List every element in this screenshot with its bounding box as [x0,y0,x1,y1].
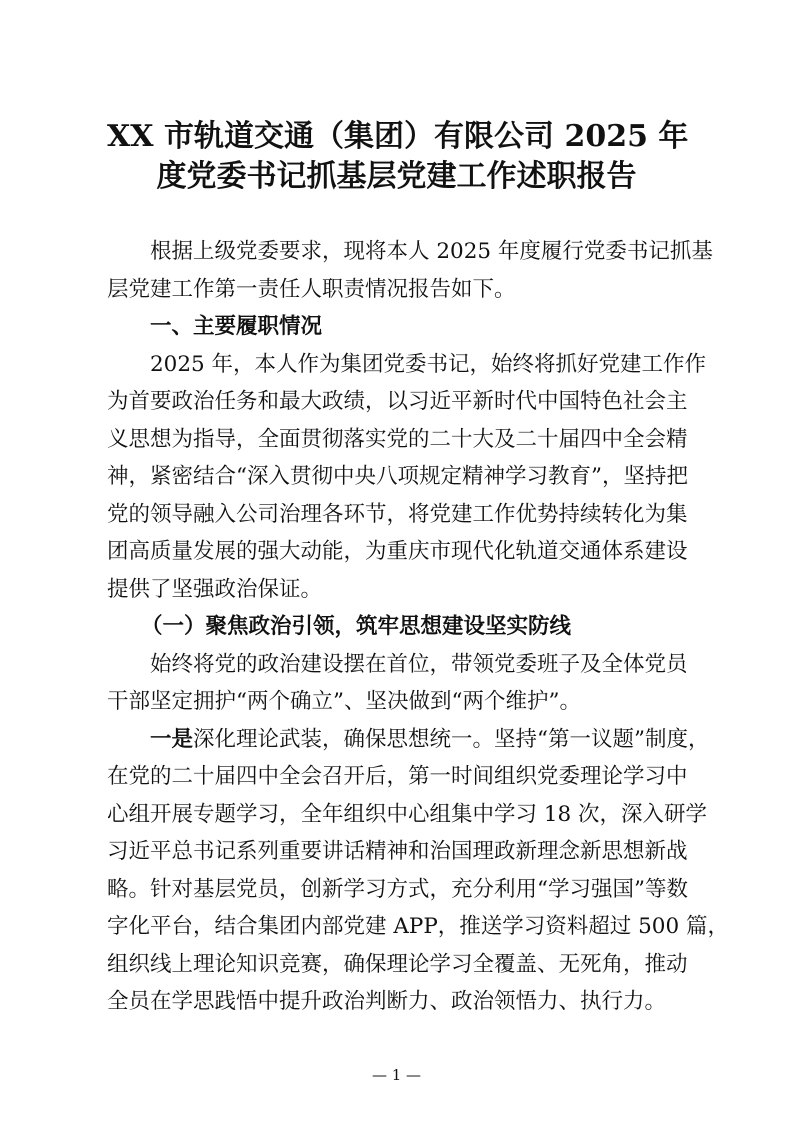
text-line: 党的领导融入公司治理各环节，将党建工作优势持续转化为集 [107,501,688,527]
text-line: 略。针对基层党员，创新学习方式，充分利用“学习强国”等数 [107,876,688,902]
title-line-2: 度党委书记抓基层党建工作述职报告 [156,159,637,194]
lead-phrase: 一是 [150,726,194,752]
section-heading [107,308,686,346]
paragraph [107,233,713,308]
document-body [107,233,730,1021]
text-line: 义思想为指导，全面贯彻落实党的二十大及二十届四中全会精 [107,426,688,452]
line-text: 深化理论武装，确保思想统一。坚持“第一议题”制度， [193,726,710,752]
paragraph [107,721,730,1021]
text-line: 2025 年，本人作为集团党委书记，始终将抓好党建工作作 [150,351,707,377]
text-line: （一）聚焦政治引领，筑牢思想建设坚实防线 [141,614,572,639]
text-line: 在党的二十届四中全会召开后，第一时间组织党委理论学习中 [107,764,688,789]
text-line: 一、主要履职情况 [150,314,323,339]
text-line: 干部坚定拥护“两个确立”、坚决做到“两个维护”。 [107,689,581,714]
text-line: 根据上级党委要求，现将本人 2025 年度履行党委书记抓基 [150,239,713,264]
title-line-1: XX 市轨道交通（集团）有限公司 2025 年 [107,119,689,154]
text-line: 心组开展专题学习，全年组织中心组集中学习 18 次，深入研学 [107,801,708,827]
text-line: 提供了坚强政治保证。 [107,576,323,602]
text-line: 字化平台，结合集团内部党建 APP，推送学习资料超过 500 篇， [107,914,730,939]
text-line: 习近平总书记系列重要讲话精神和治国理政新理念新思想新战 [107,839,688,864]
text-line: 团高质量发展的强大动能，为重庆市现代化轨道交通体系建设 [107,539,688,564]
paragraph [107,346,707,609]
text-line: 为首要政治任务和最大政绩，以习近平新时代中国特色社会主 [107,389,688,414]
text-line: 全员在学思践悟中提升政治判断力、政治领悟力、执行力。 [107,989,667,1014]
page-number: — 1 — [371,1066,422,1084]
text-line [107,721,710,759]
document-title [107,117,689,197]
subsection-heading [107,608,686,646]
text-line: 组织线上理论知识竞赛，确保理论学习全覆盖、无死角，推动 [107,951,688,977]
text-line: 神，紧密结合“深入贯彻中央八项规定精神学习教育”，坚持把 [107,464,688,489]
paragraph [107,646,686,721]
text-line: 层党建工作第一责任人职责情况报告如下。 [107,276,516,302]
text-line: 始终将党的政治建设摆在首位，带领党委班子及全体党员 [150,651,688,677]
